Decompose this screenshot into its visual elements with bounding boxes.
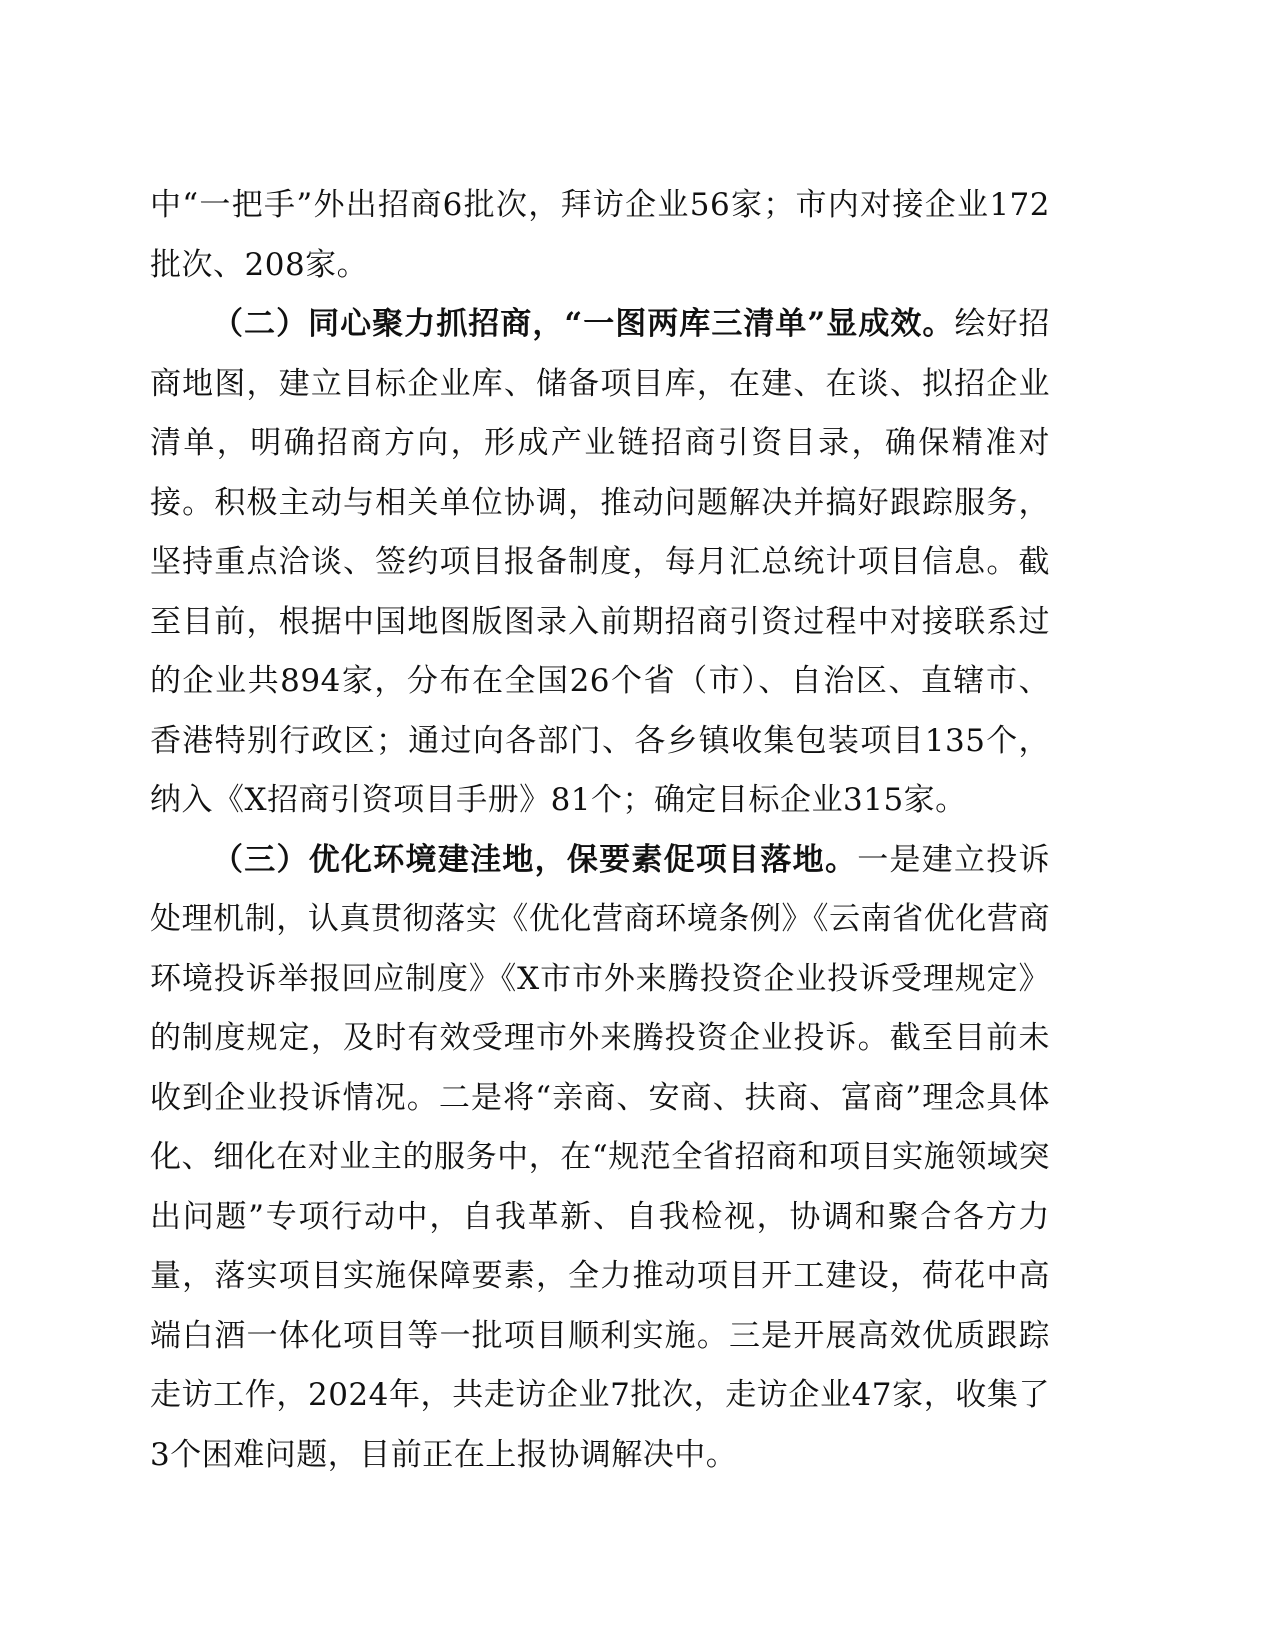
paragraph-continuation <box>150 176 1050 295</box>
paragraph-body: 绘好招商地图，建立目标企业库、储备项目库，在建、在谈、拟招企业清单，明确招商方向，形成产业链招商引资目录，确保精准对接。积极主动与相关单位协调，推动问题解决并搞好跟踪服务，坚持重点洽谈、签约项目报备制度，每月汇总统计项目信息。截至目前，根据中国地图版图录入前期招商引资过程中对接联系过的企业共894家，分布在全国26个省（市）、自治区、直辖市、香港特别行政区；通过向各部门、各乡镇收集包装项目135个，纳入《X招商引资项目手册》81个；确定目标企业315家。 <box>150 306 1051 818</box>
paragraph-section-two <box>150 295 1050 831</box>
paragraph-body: 一是建立投诉处理机制，认真贯彻落实《优化营商环境条例》《云南省优化营商环境投诉举报回应制度》《X市市外来腾投资企业投诉受理规定》的制度规定，及时有效受理市外来腾投资企业投诉。截至目前未收到企业投诉情况。二是将“亲商、安商、扶商、富商”理念具体化、细化在对业主的服务中，在“规范全省招商和项目实施领域突出问题”专项行动中，自我革新、自我检视，协调和聚合各方力量，落实项目实施保障要素，全力推动项目开工建设，荷花中高端白酒一体化项目等一批项目顺利实施。三是开展高效优质跟踪走访工作，2024年，共走访企业7批次，走访企业47家，收集了3个困难问题，目前正在上报协调解决中。 <box>150 841 1051 1473</box>
paragraph-section-three <box>150 831 1050 1486</box>
paragraph-body: 中“一把手”外出招商6批次，拜访企业56家；市内对接企业172批次、208家。 <box>150 187 1050 283</box>
section-heading: （二）同心聚力抓招商，“一图两库三清单”显成效。 <box>212 306 955 342</box>
document-body <box>150 176 1050 1485</box>
section-heading: （三）优化环境建洼地，保要素促项目落地。 <box>212 841 858 878</box>
